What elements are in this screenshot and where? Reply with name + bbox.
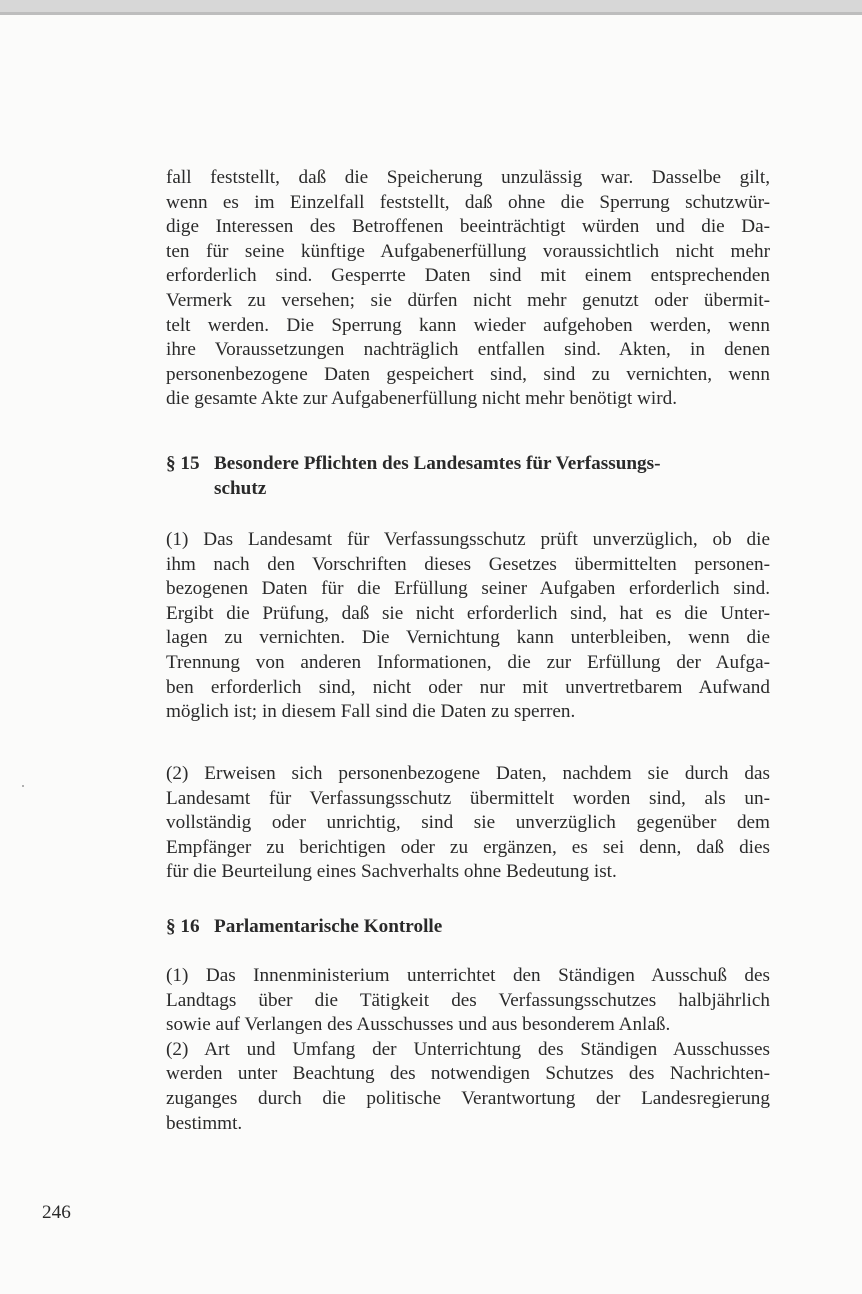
section-15-paragraph-2 xyxy=(166,762,770,885)
text-line: zuganges durch die politische Verantwortung der Landesregierung xyxy=(166,1087,770,1109)
text-line: ten für seine künftige Aufgabenerfüllung voraussichtlich nicht mehr xyxy=(166,240,770,262)
text-line: (2) Erweisen sich personenbezogene Daten, nachdem sie durch das xyxy=(166,763,770,784)
section-number: § 16 xyxy=(166,916,200,937)
text-line: ben erforderlich sind, nicht oder nur mit unvertretbarem Aufwand xyxy=(166,676,770,698)
text-line: bestimmt. xyxy=(166,1112,243,1134)
section-title-line1: Besondere Pflichten des Landesamtes für Verfassungs- xyxy=(214,453,661,474)
section-title: Parlamentarische Kontrolle xyxy=(214,916,443,937)
text-line: Empfänger zu berichtigen oder zu ergänzen, es sei denn, daß dies xyxy=(166,836,770,858)
text-line: dige Interessen des Betroffenen beeinträchtigt würden und die Da- xyxy=(166,216,770,238)
text-line: Ergibt die Prüfung, daß sie nicht erforderlich sind, hat es die Unter- xyxy=(166,602,770,624)
intro-paragraph xyxy=(166,166,770,412)
text-line: personenbezogene Daten gespeichert sind, sind zu vernichten, wenn xyxy=(166,363,770,385)
text-line: fall feststellt, daß die Speicherung unzulässig war. Dasselbe gilt, xyxy=(166,167,770,188)
text-line: für die Beurteilung eines Sachverhalts ohne Bedeutung ist. xyxy=(166,861,617,883)
section-16-heading xyxy=(166,914,786,939)
section-number: § 15 xyxy=(166,453,200,474)
page-number: 246 xyxy=(42,1202,71,1223)
text-line: wenn es im Einzelfall feststellt, daß ohne die Sperrung schutzwür- xyxy=(166,191,770,213)
text-line: Landesamt für Verfassungsschutz übermittelt worden sind, als un- xyxy=(166,787,770,809)
text-line: bezogenen Daten für die Erfüllung seiner Aufgaben erforderlich sind. xyxy=(166,578,770,600)
section-16-paragraph-1 xyxy=(166,964,770,1038)
section-16-paragraph-2 xyxy=(166,1038,770,1136)
text-line: sowie auf Verlangen des Ausschusses und aus besonderem Anlaß. xyxy=(166,1014,671,1036)
text-line: lagen zu vernichten. Die Vernichtung kann unterbleiben, wenn die xyxy=(166,627,770,649)
text-line: werden unter Beachtung des notwendigen Schutzes des Nachrichten- xyxy=(166,1063,770,1085)
text-line: Vermerk zu versehen; sie dürfen nicht mehr genutzt oder übermit- xyxy=(166,289,770,311)
text-line: (1) Das Landesamt für Verfassungsschutz prüft unverzüglich, ob die xyxy=(166,529,770,550)
book-page xyxy=(0,12,862,1294)
text-line: (1) Das Innenministerium unterrichtet den Ständigen Ausschuß des xyxy=(166,965,770,986)
text-line: Landtags über die Tätigkeit des Verfassungsschutzes halbjährlich xyxy=(166,989,770,1011)
text-line: vollständig oder unrichtig, sind sie unverzüglich gegenüber dem xyxy=(166,812,770,834)
section-15-heading xyxy=(166,451,786,501)
text-line: möglich ist; in diesem Fall sind die Daten zu sperren. xyxy=(166,701,576,723)
text-line: ihre Voraussetzungen nachträglich entfallen sind. Akten, in denen xyxy=(166,339,770,361)
text-line: die gesamte Akte zur Aufgabenerfüllung nicht mehr benötigt wird. xyxy=(166,388,677,410)
text-line: (2) Art und Umfang der Unterrichtung des Ständigen Ausschusses xyxy=(166,1038,770,1060)
text-line: telt werden. Die Sperrung kann wieder aufgehoben werden, wenn xyxy=(166,314,770,336)
text-line: ihm nach den Vorschriften dieses Gesetzes übermittelten personen- xyxy=(166,553,770,575)
text-line: erforderlich sind. Gesperrte Daten sind mit einem entsprechenden xyxy=(166,265,770,287)
scan-speck xyxy=(22,785,24,787)
section-title-line2: schutz xyxy=(214,478,267,499)
section-15-paragraph-1 xyxy=(166,528,770,725)
text-line: Trennung von anderen Informationen, die zur Erfüllung der Aufga- xyxy=(166,651,770,673)
